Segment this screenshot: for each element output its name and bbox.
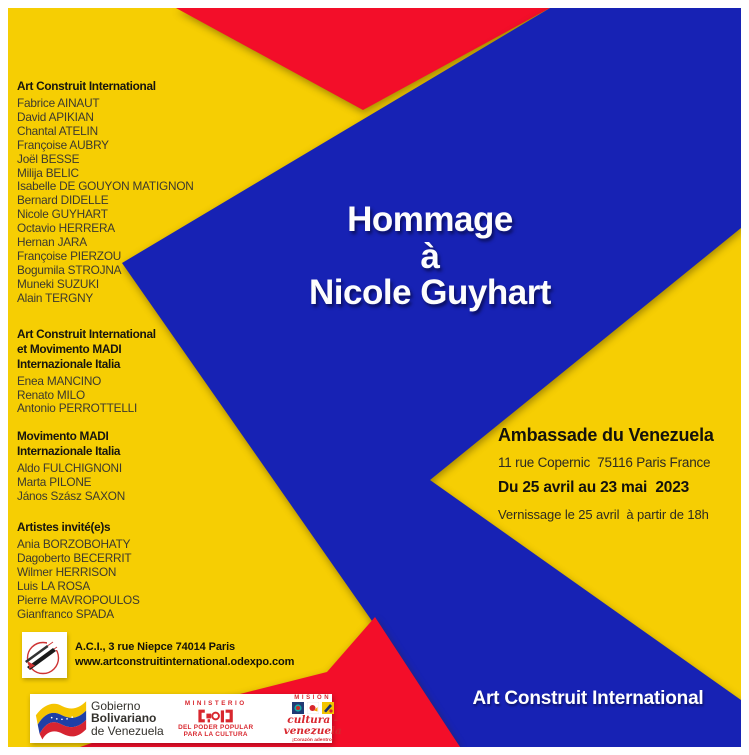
sponsor-logos-bar <box>30 694 342 743</box>
artist-name: Françoise AUBRY <box>17 137 109 152</box>
ministry-title: MINISTERIO <box>184 699 247 707</box>
poster-title-line: Hommage <box>347 200 513 239</box>
government-line: Gobierno <box>91 698 141 713</box>
artist-name: Bogumila STROJNA <box>17 262 122 277</box>
artist-name: Milija BELIC <box>17 165 79 180</box>
mission-title: MISIÓN <box>294 694 332 701</box>
artist-name: Gianfranco SPADA <box>17 606 114 621</box>
artist-name: János Szász SAXON <box>17 489 126 504</box>
group-header-line: Art Construit International <box>17 79 156 93</box>
artist-name: Joël BESSE <box>17 151 80 166</box>
artist-name: Ania BORZOBOHATY <box>17 537 131 552</box>
artist-group <box>17 327 292 417</box>
artist-name: Aldo FULCHIGNONI <box>17 461 122 476</box>
artist-name: Isabelle DE GOUYON MATIGNON <box>17 179 194 194</box>
artist-name: Hernan JARA <box>17 235 87 250</box>
artist-name: Antonio PERROTTELLI <box>17 401 138 416</box>
mission-icon-cuatro <box>322 702 334 714</box>
aci-contact <box>75 640 294 670</box>
government-logo-text <box>91 700 164 738</box>
government-line: Bolivariano <box>91 711 157 726</box>
artist-name: Françoise PIERZOU <box>17 248 122 263</box>
artist-group-header <box>17 327 292 372</box>
artist-group-header <box>17 79 292 94</box>
poster-title-line: Nicole Guyhart <box>309 273 551 312</box>
vernissage-info: Vernissage le 25 avril à partir de 18h <box>498 507 709 522</box>
artist-name: Fabrice AINAUT <box>17 96 100 110</box>
artist-group <box>17 79 292 306</box>
artist-list <box>17 462 292 504</box>
artist-name: Dagoberto BECERRIT <box>17 550 132 565</box>
poster-title-line: à <box>420 236 440 276</box>
group-header-line: et Movimento MADI <box>17 341 122 356</box>
aci-logo <box>22 632 67 678</box>
artist-group-header <box>17 520 292 535</box>
artist-groups <box>17 79 292 621</box>
artist-name: Enea MANCINO <box>17 373 102 388</box>
artist-name: Luis LA ROSA <box>17 578 91 593</box>
mission-icons <box>270 702 356 714</box>
mission-logo <box>270 695 356 743</box>
group-header-line: Internazionale Italia <box>17 444 121 459</box>
group-header-line: Internazionale Italia <box>17 356 121 371</box>
artist-name: Renato MILO <box>17 387 85 402</box>
artist-name: Octavio HERRERA <box>17 221 115 236</box>
artist-name: David APIKIAN <box>17 109 94 124</box>
ministry-logo <box>173 700 259 738</box>
group-header-line: Artistes invité(e)s <box>17 520 111 535</box>
ministry-glyph-icon <box>194 708 238 724</box>
artist-group <box>17 429 292 504</box>
artist-group-header <box>17 429 292 459</box>
artist-name: Muneki SUZUKI <box>17 276 99 291</box>
event-details <box>498 425 748 522</box>
artist-name: Pierre MAVROPOULOS <box>17 592 140 607</box>
mission-script-text: cultura - venezuela <box>283 713 342 737</box>
artist-list <box>17 375 292 417</box>
aci-logo-icon <box>22 632 67 678</box>
artist-name: Alain TERGNY <box>17 290 94 305</box>
group-header-line: Movimento MADI <box>17 429 109 444</box>
mission-icon-heart <box>307 702 319 714</box>
artist-list <box>17 97 292 306</box>
artist-name: Chantal ATELIN <box>17 123 98 138</box>
ministry-subtitle: PARA LA CULTURA <box>183 730 248 738</box>
aci-website: www.artconstruitinternational.odexpo.com <box>75 656 295 668</box>
aci-address: A.C.I., 3 rue Niepce 74014 Paris <box>75 641 236 653</box>
artist-name: Wilmer HERRISON <box>17 564 117 579</box>
artist-name: Bernard DIDELLE <box>17 193 109 208</box>
venue-address: 11 rue Copernic 75116 Paris France <box>498 455 711 470</box>
artist-group <box>17 520 292 621</box>
artist-list <box>17 538 292 621</box>
venezuela-flag-icon <box>34 698 88 740</box>
mission-slogan: ¡Corazón adentro! <box>292 737 334 743</box>
poster-title <box>278 202 582 312</box>
artist-name: Marta PILONE <box>17 475 92 490</box>
group-header-line: Art Construit International <box>17 326 156 341</box>
artist-name: Nicole GUYHART <box>17 207 108 222</box>
venue-name: Ambassade du Venezuela <box>498 425 714 445</box>
government-line: de Venezuela <box>91 723 164 738</box>
ministry-subtitle: DEL PODER POPULAR <box>178 723 254 731</box>
event-dates: Du 25 avril au 23 mai 2023 <box>498 479 690 496</box>
mission-icon-circle <box>292 702 304 714</box>
footer-brand: Art Construit International <box>472 688 704 709</box>
